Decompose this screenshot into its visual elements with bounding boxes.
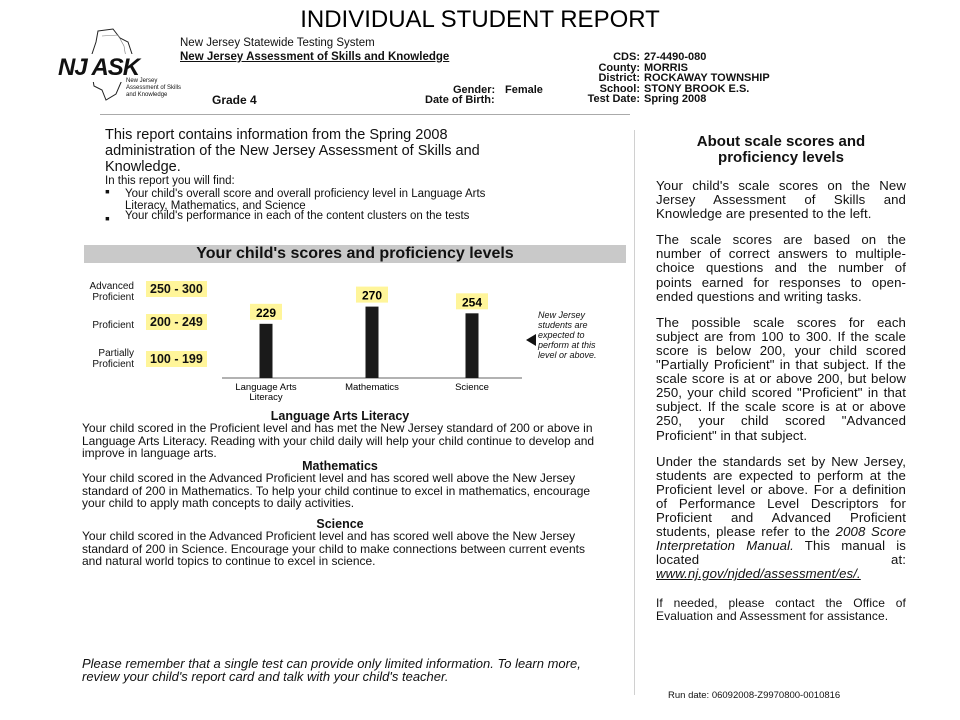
- section-text-lal: Your child scored in the Proficient level and has met the New Jersey standard of 200 or above in Language Arts Literacy. Reading with your child daily will help your child continue to develop and improve in language arts.: [82, 421, 595, 461]
- bar: [466, 313, 479, 378]
- field-test-date: [565, 93, 805, 104]
- assessment-label: New Jersey Assessment of Skills and Knowledge: [180, 51, 450, 63]
- field-value: 27-4490-080: [644, 51, 707, 63]
- sidebar-paragraph: If needed, please contact the Office of Evaluation and Assessment for assistance.: [656, 596, 906, 624]
- logo-text: NJ ASK: [58, 54, 140, 81]
- score-chart: [140, 266, 530, 406]
- category-label: Language Arts: [235, 382, 297, 393]
- data-label: 229: [255, 305, 277, 320]
- testing-system-label: New Jersey Statewide Testing System: [180, 37, 375, 49]
- data-label: 254: [461, 295, 483, 310]
- range-proficient: 200 - 249: [146, 314, 207, 330]
- field-district: [565, 72, 805, 83]
- category-label: Literacy: [249, 392, 283, 403]
- run-date: Run date: 06092008-Z9970800-0010816: [668, 690, 841, 701]
- bar: [366, 307, 379, 378]
- pointer-arrow-icon: [525, 333, 537, 347]
- dob-label: Date of Birth:: [425, 94, 495, 106]
- section-title-lal: Language Arts Literacy: [270, 409, 410, 423]
- report-fields: [565, 51, 805, 104]
- section-title-science: Science: [316, 517, 364, 531]
- sidebar-title: About scale scores and proficiency levels: [696, 133, 866, 166]
- field-school: [565, 83, 805, 94]
- field-value: Spring 2008: [644, 93, 707, 105]
- category-label: Science: [455, 382, 489, 393]
- field-value: STONY BROOK E.S.: [644, 82, 750, 95]
- sidebar-paragraph: Your child's scale scores on the New Jersey Assessment of Skills and Knowledge are presented to the left.: [656, 178, 906, 222]
- njask-logo: [58, 28, 188, 103]
- data-label: 270: [361, 288, 383, 303]
- range-advanced: 250 - 300: [146, 281, 207, 297]
- level-label-advanced: Advanced Proficient: [89, 281, 134, 303]
- about-sidebar: [656, 134, 906, 623]
- footer-note: Please remember that a single test can provide only limited information. To learn more, review your child's report card and talk with your child's teacher.: [82, 656, 581, 684]
- standards-text: Under the standards set by New Jersey, students are expected to perform at the Proficient level or above. For a definition of Performance Level Descriptors for Proficient and Advanced Proficient students, please refer to the: [656, 453, 906, 540]
- find-label: In this report you will find:: [105, 175, 235, 187]
- bullet-marker: ▪: [105, 183, 110, 199]
- field-value: ROCKAWAY TOWNSHIP: [644, 72, 770, 84]
- intro-text: This report contains information from the Spring 2008 administration of the New Jersey Assessment of Skills and Knowledge.: [105, 127, 480, 175]
- manual-link[interactable]: www.nj.gov/njded/assessment/es/.: [656, 566, 861, 582]
- bullet-item: Your child's performance in each of the content clusters on the tests: [125, 210, 470, 222]
- grade-label: Grade 4: [212, 93, 257, 107]
- field-label: School:: [599, 82, 640, 95]
- bullet-marker: ▪: [105, 210, 110, 226]
- field-label: CDS:: [613, 51, 640, 63]
- bullet-item: Your child's overall score and overall proficiency level in Language Arts Literacy, Mathematics, and Science: [125, 188, 486, 212]
- range-partial: 100 - 199: [146, 351, 207, 367]
- sidebar-paragraph: The scale scores are based on the number of correct answers to multiple-choice questions and the number of points earned for responses to open-ended questions and writing tasks.: [656, 232, 906, 304]
- gender-label: Gender:: [453, 84, 496, 96]
- sidebar-paragraph: [656, 455, 906, 582]
- header-divider: [100, 114, 630, 115]
- standard-annotation: New Jersey students are expected to perform at this level or above.: [538, 310, 597, 360]
- field-value: MORRIS: [644, 61, 688, 74]
- bar: [260, 324, 273, 378]
- sidebar-divider: [634, 130, 635, 695]
- section-text-science: Your child scored in the Advanced Proficient level and has scored well above the New Jersey standard of 200 in Science. Encourage your child to make connections between current events and natural world topics to continue to excel in science.: [82, 529, 585, 569]
- gender-value: Female: [505, 84, 543, 96]
- field-label: County:: [598, 61, 640, 74]
- category-label: Mathematics: [345, 382, 399, 393]
- field-label: Test Date:: [587, 93, 640, 105]
- sidebar-paragraph: The possible scale scores for each subject are from 100 to 300. If the scale score is below 200, your child scored "Partially Proficient" in that subject. If the scale score is at or above 200, but below 250, your child scored "Proficient" in that subject. If the scale score is at or above 250, your child scored "Advanced Proficient" in that subject.: [656, 314, 906, 443]
- manual-location-text: This manual is located at:: [656, 538, 906, 568]
- section-title-math: Mathematics: [302, 459, 378, 473]
- section-text-math: Your child scored in the Advanced Proficient level and has scored well above the New Jersey standard of 200 in Mathematics. To help your child continue to excel in mathematics, encourage your child to apply math concepts to daily activities.: [82, 471, 591, 511]
- chart-title: Your child's scores and proficiency levels: [84, 245, 626, 263]
- level-label-proficient: Proficient: [92, 320, 134, 331]
- manual-title: 2008 Score Interpretation Manual.: [656, 524, 907, 554]
- logo-subtitle: New Jersey Assessment of Skills and Knowledge: [126, 78, 182, 98]
- slide-title: INDIVIDUAL STUDENT REPORT: [300, 6, 660, 33]
- field-county: [565, 62, 805, 73]
- field-cds: [565, 51, 805, 62]
- field-label: District:: [598, 72, 640, 84]
- level-label-partial: Partially Proficient: [92, 348, 134, 370]
